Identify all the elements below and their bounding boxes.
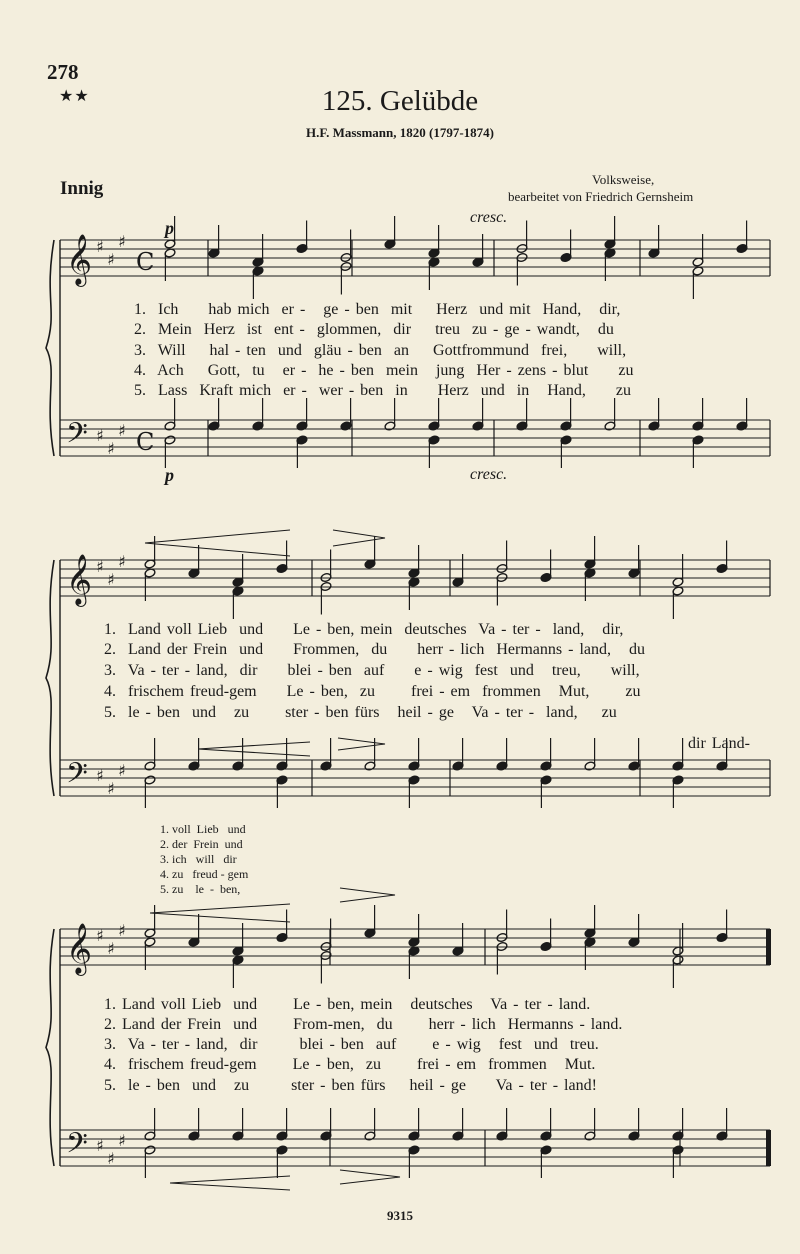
s3-bass-sharp-icon: ♯ bbox=[118, 1131, 126, 1150]
s2-verse-2: 2. Land der Frein und Frommen, du herr - lich Hermanns - land, du bbox=[104, 641, 646, 658]
s3-verse-2: 2. Land der Frein und From-men, du herr - lich Hermanns - land. bbox=[104, 1016, 623, 1033]
s2-bass-sharp-icon: ♯ bbox=[118, 761, 126, 780]
s2-verse-3: 3. Va - ter - land, dir blei - ben auf e - wig fest und treu, will, bbox=[104, 662, 640, 679]
difficulty-stars: ★★ bbox=[59, 88, 90, 105]
s2-bass-sharp-icon: ♯ bbox=[96, 766, 104, 785]
s3-treble-clef-icon: 𝄞 bbox=[66, 923, 93, 974]
s2-bass-clef-icon: 𝄢 bbox=[66, 757, 88, 797]
s2-small-verse-5: 5. zu le - ben, bbox=[160, 882, 241, 896]
s1-verse-3: 3. Will hal - ten und gläu - ben an Gottfrommund frei, will, bbox=[134, 342, 627, 359]
s2-small-verse-3: 3. ich will dir bbox=[160, 852, 237, 866]
s1-bass-sharp-icon: ♯ bbox=[107, 439, 115, 458]
page-number: 278 bbox=[47, 60, 79, 84]
s2-hairpin-decresc bbox=[333, 530, 385, 546]
s2-treble-sharp-icon: ♯ bbox=[118, 552, 126, 571]
s2-small-verse-4: 4. zu freud - gem bbox=[160, 867, 249, 881]
s3-treble-sharp-icon: ♯ bbox=[96, 926, 104, 945]
s1-treble-time-icon: C bbox=[136, 248, 155, 276]
s2-lower-label: dir Land- bbox=[688, 735, 750, 752]
s2-hairpin-cresc bbox=[145, 530, 290, 556]
s1-treble-clef-icon: 𝄞 bbox=[66, 234, 93, 285]
s3-verse-1: 1. Land voll Lieb und Le - ben, mein deutsches Va - ter - land. bbox=[104, 996, 591, 1013]
s2-lower-hairpin-cresc bbox=[198, 742, 310, 756]
s2-treble-clef-icon: 𝄞 bbox=[66, 554, 93, 605]
s3-hairpin-decresc bbox=[340, 888, 395, 902]
song-title: 125. Gelübde bbox=[321, 85, 479, 117]
dynamic-piano-lower: p bbox=[165, 465, 174, 485]
plate-number: 9315 bbox=[387, 1208, 413, 1223]
s2-verse-5: 5. le - ben und zu ster - ben fürs heil - ge Va - ter - land, zu bbox=[104, 704, 617, 721]
s1-treble-sharp-icon: ♯ bbox=[96, 237, 104, 256]
s1-brace bbox=[46, 240, 54, 456]
s3-lower-hairpin-cresc bbox=[170, 1176, 290, 1190]
s1-bass-sharp-icon: ♯ bbox=[118, 421, 126, 440]
s2-small-verse-1: 1. voll Lieb und bbox=[160, 822, 246, 836]
s1-verse-2: 2. Mein Herz ist ent - glommen, dir treu zu - ge - wandt, du bbox=[134, 321, 614, 338]
s3-verse-5: 5. le - ben und zu ster - ben fürs heil - ge Va - ter - land! bbox=[104, 1077, 597, 1094]
s3-brace bbox=[46, 929, 54, 1166]
s2-small-verse-2: 2. der Frein und bbox=[160, 837, 243, 851]
s2-treble-sharp-icon: ♯ bbox=[96, 557, 104, 576]
cresc-lower: cresc. bbox=[470, 466, 508, 483]
s2-verse-1: 1. Land voll Lieb und Le - ben, mein deutsches Va - ter - land, dir, bbox=[104, 621, 624, 638]
s2-bass-sharp-icon: ♯ bbox=[107, 779, 115, 798]
s1-verse-1: 1. Ich hab mich er - ge - ben mit Herz und mit Hand, dir, bbox=[134, 301, 621, 318]
s2-brace bbox=[46, 560, 54, 796]
s3-final-bar-bass bbox=[766, 1130, 771, 1166]
dynamic-piano-upper: p bbox=[165, 218, 174, 238]
s1-treble-sharp-icon: ♯ bbox=[107, 250, 115, 269]
s3-bass-clef-icon: 𝄢 bbox=[66, 1127, 88, 1167]
tempo-marking: Innig bbox=[60, 178, 104, 199]
s2-lower-hairpin-decresc bbox=[338, 738, 385, 750]
s3-hairpin-cresc bbox=[150, 904, 290, 922]
s2-treble-sharp-icon: ♯ bbox=[107, 570, 115, 589]
s1-bass-clef-icon: 𝄢 bbox=[66, 417, 88, 457]
s1-treble-sharp-icon: ♯ bbox=[118, 232, 126, 251]
poet-credit: H.F. Massmann, 1820 (1797-1874) bbox=[305, 125, 495, 140]
s3-bass-sharp-icon: ♯ bbox=[107, 1149, 115, 1168]
composer-credit-line2: bearbeitet von Friedrich Gernsheim bbox=[508, 189, 694, 204]
s3-final-bar-treble bbox=[766, 929, 771, 965]
cresc-upper: cresc. bbox=[470, 209, 508, 226]
s1-verse-5: 5. Lass Kraft mich er - wer - ben in Herz und in Hand, zu bbox=[134, 382, 631, 399]
s3-verse-3: 3. Va - ter - land, dir blei - ben auf e - wig fest und treu. bbox=[104, 1036, 599, 1053]
s1-bass-sharp-icon: ♯ bbox=[96, 426, 104, 445]
s3-bass-sharp-icon: ♯ bbox=[96, 1136, 104, 1155]
s2-verse-4: 4. frischem freud-gem Le - ben, zu frei - em frommen Mut, zu bbox=[104, 683, 641, 700]
composer-credit-line1: Volksweise, bbox=[592, 172, 655, 187]
s1-bass-time-icon: C bbox=[136, 428, 155, 456]
s3-verse-4: 4. frischem freud-gem Le - ben, zu frei - em frommen Mut. bbox=[104, 1056, 596, 1073]
s3-treble-sharp-icon: ♯ bbox=[118, 921, 126, 940]
s3-lower-hairpin-decresc bbox=[340, 1170, 400, 1184]
s1-verse-4: 4. Ach Gott, tu er - he - ben mein jung Her - zens - blut zu bbox=[134, 362, 634, 379]
s3-treble-sharp-icon: ♯ bbox=[107, 939, 115, 958]
